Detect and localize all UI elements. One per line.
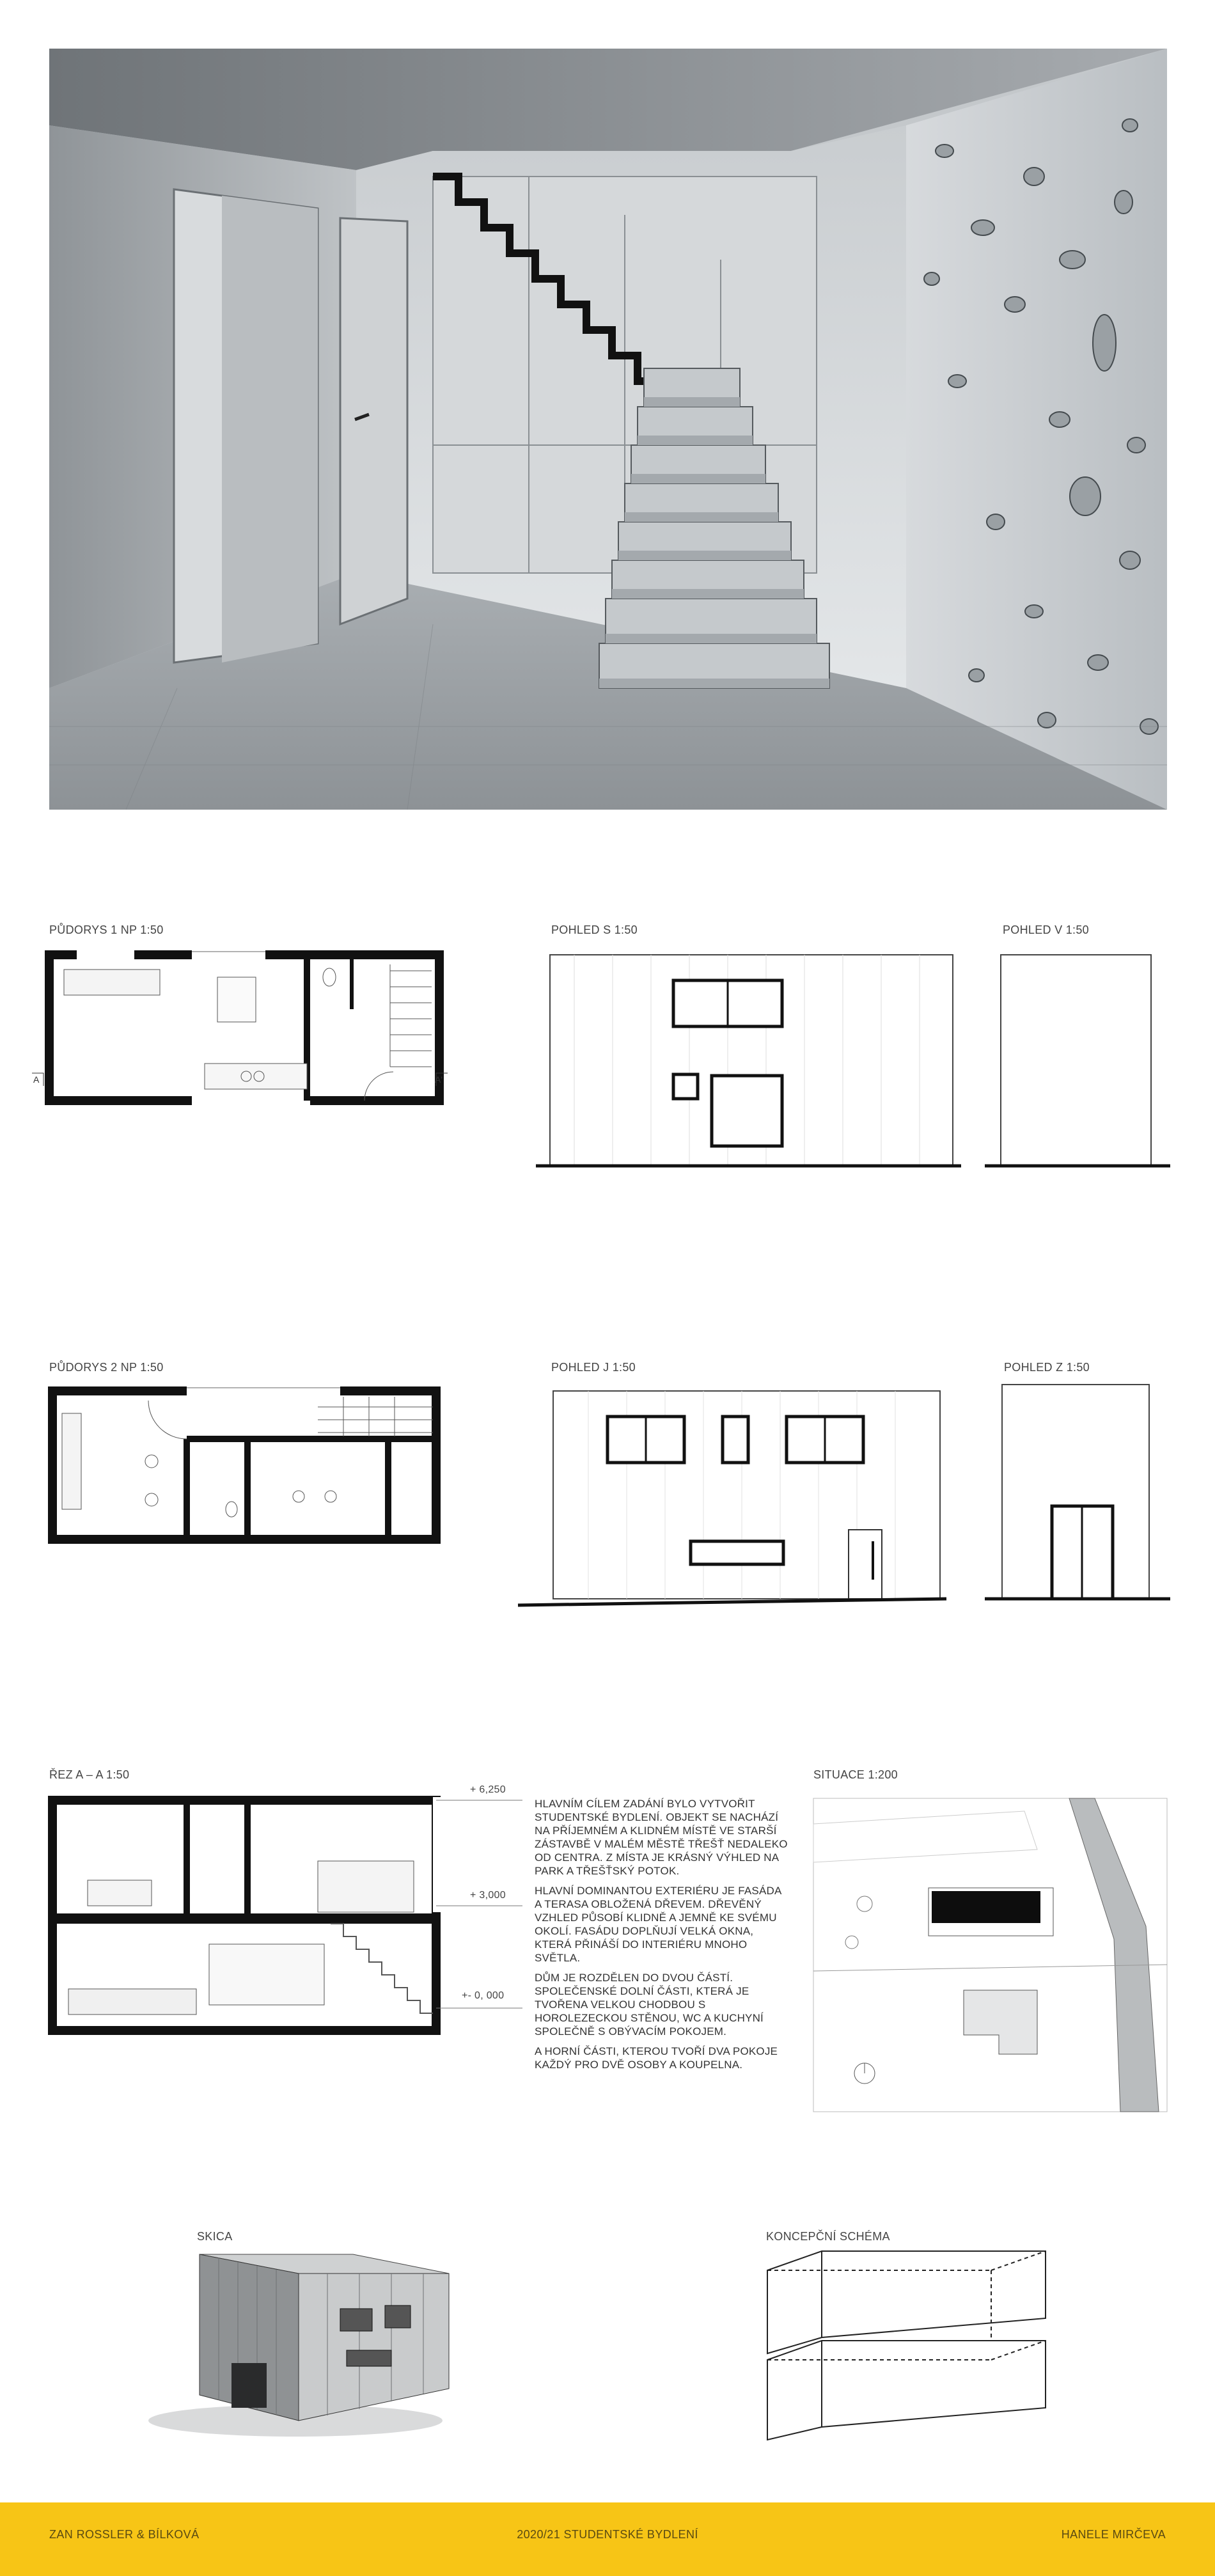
section-mark-left: A xyxy=(33,1074,40,1085)
floor1-title: PŮDORYS 1 NP 1:50 xyxy=(49,923,164,936)
west-elevation xyxy=(985,1381,1170,1602)
north-elevation-title: POHLED S 1:50 xyxy=(551,923,638,936)
description-paragraph-3: DŮM JE ROZDĚLEN DO DVOU ČÁSTÍ. SPOLEČENSKÉ DOLNÍ ČÁSTI, KTERÁ JE TVOŘENA VELKOU CHODBOU S HOROLEZECKOU STĚNOU, WC A KUCHYNÍ SPOLEČNĚ S OBÝVACÍM POKOJEM. xyxy=(535,1972,764,2038)
concept-title: KONCEPČNÍ SCHÉMA xyxy=(766,2230,890,2243)
concept-diagram xyxy=(764,2248,1052,2440)
section-mark-right: A' xyxy=(435,1074,443,1085)
level-top: + 6,250 xyxy=(470,1784,506,1795)
east-elevation xyxy=(985,952,1170,1169)
house-sketch xyxy=(142,2248,455,2440)
site-title: SITUACE 1:200 xyxy=(813,1768,898,1781)
south-elevation xyxy=(518,1388,946,1608)
east-elevation-title: POHLED V 1:50 xyxy=(1003,923,1089,936)
section-drawing xyxy=(49,1797,522,2037)
level-base: +- 0, 000 xyxy=(462,1990,505,2001)
floor2-plan xyxy=(49,1388,439,1544)
sketch-title: SKICA xyxy=(197,2230,233,2243)
west-elevation-title: POHLED Z 1:50 xyxy=(1004,1361,1090,1374)
description-paragraph-1: HLAVNÍM CÍLEM ZADÁNÍ BYLO VYTVOŘIT STUDENTSKÉ BYDLENÍ. OBJEKT SE NACHÁZÍ NA PŘÍJEMNÉM A KLIDNÉM MÍSTĚ VE STARŠÍ ZÁSTAVBĚ V MALÉM MĚSTĚ TŘEŠŤ NEDALEKO OD CENTRA. Z MÍSTA JE KRÁSNÝ VÝHLED NA PARK A TŘEŠŤSKÝ POTOK. xyxy=(535,1798,788,1877)
footer-project: 2020/21 STUDENTSKÉ BYDLENÍ xyxy=(517,2528,698,2541)
project-description xyxy=(535,1797,790,2078)
section-title: ŘEZ A – A 1:50 xyxy=(49,1768,130,1781)
footer-authors: ZAN ROSSLER & BÍLKOVÁ xyxy=(49,2528,200,2541)
hero-interior-drawing xyxy=(49,49,1167,810)
level-mid: + 3,000 xyxy=(470,1890,506,1901)
floor2-title: PŮDORYS 2 NP 1:50 xyxy=(49,1361,164,1374)
floor1-plan xyxy=(32,952,448,1111)
footer-student: HANELE MIRČEVA xyxy=(1061,2528,1166,2541)
south-elevation-title: POHLED J 1:50 xyxy=(551,1361,636,1374)
description-paragraph-2: HLAVNÍ DOMINANTOU EXTERIÉRU JE FASÁDA A TERASA OBLOŽENÁ DŘEVEM. DŘEVĚNÝ VZHLED PŮSOBÍ KLIDNĚ A JEMNĚ KE SVÉMU OKOLÍ. FASÁDU DOPLŇUJÍ VELKÁ OKNA, KTERÁ PŘINÁŠÍ DO INTERIÉRU MNOHO SVĚTLA. xyxy=(535,1885,781,1964)
site-plan xyxy=(813,1798,1167,2112)
north-elevation xyxy=(536,952,961,1169)
description-paragraph-4: A HORNÍ ČÁSTI, KTEROU TVOŘÍ DVA POKOJE KAŽDÝ PRO DVĚ OSOBY A KOUPELNA. xyxy=(535,2045,778,2071)
